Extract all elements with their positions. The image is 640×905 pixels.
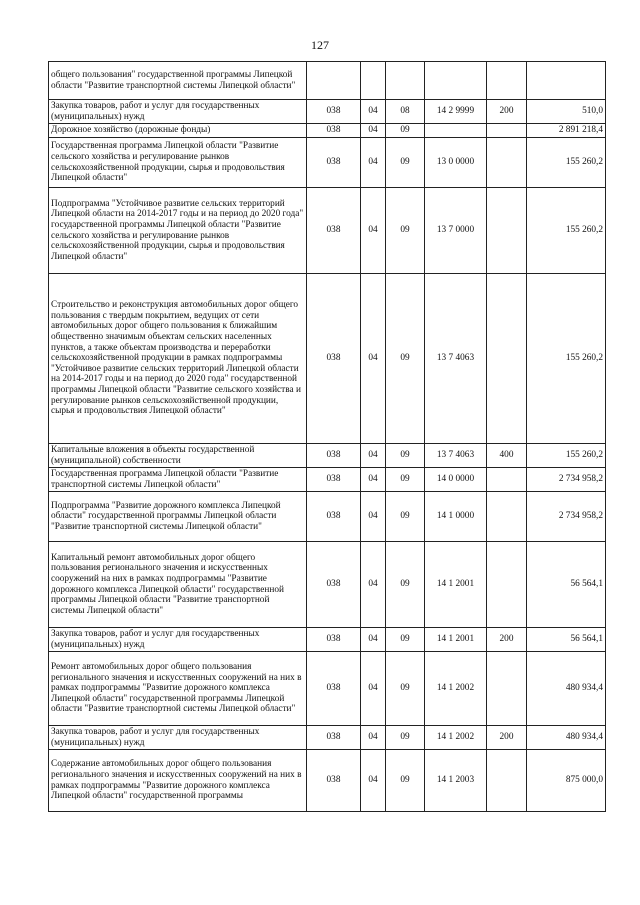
table-row <box>49 62 606 100</box>
expense-type-code <box>487 542 527 628</box>
subsection-code: 09 <box>386 124 425 138</box>
page-number: 127 <box>311 38 329 52</box>
table-row <box>49 124 606 138</box>
row-description: Строительство и реконструкция автомобильных дорог общего пользования с твердым покрытием, ведущих от сети автомобильных дорог общего пользования к ближайшим общественно значимым объектам сельских населенных пунктов, а также объектам производства и переработки сельскохозяйственной продукции в рамках подпрограммы "Устойчивое развитие сельских территорий Липецкой области на 2014-2017 годы и на период до 2020 года" государственной программы Липецкой области "Развитие сельского хозяйства и регулирование рынков сельскохозяйственной продукции, сырья и продовольствия Липецкой области" <box>49 274 307 444</box>
amount-value: 155 260,2 <box>527 274 606 444</box>
ministry-code: 038 <box>307 628 361 652</box>
table-row <box>49 652 606 726</box>
subsection-code: 09 <box>386 652 425 726</box>
section-code: 04 <box>361 468 386 492</box>
amount-value: 2 734 958,2 <box>527 492 606 542</box>
subsection-code: 09 <box>386 468 425 492</box>
table-row <box>49 750 606 812</box>
amount-value: 480 934,4 <box>527 652 606 726</box>
subsection-code: 09 <box>386 726 425 750</box>
target-article-code <box>425 124 487 138</box>
target-article-code: 13 0 0000 <box>425 138 487 188</box>
section-code: 04 <box>361 100 386 124</box>
row-description: Государственная программа Липецкой области "Развитие транспортной системы Липецкой области" <box>49 468 307 492</box>
target-article-code: 13 7 4063 <box>425 274 487 444</box>
row-description: Ремонт автомобильных дорог общего пользования регионального значения и искусственных сооружений на них в рамках подпрограммы "Развитие дорожного комплекса Липецкой области" государственной программы Липецкой области "Развитие транспортной системы Липецкой области" <box>49 652 307 726</box>
expense-type-code <box>487 274 527 444</box>
row-description: Капитальный ремонт автомобильных дорог общего пользования регионального значения и искусственных сооружений на них в рамках подпрограммы "Развитие дорожного комплекса Липецкой области" государственной программы Липецкой области "Развитие транспортной системы Липецкой области" <box>49 542 307 628</box>
subsection-code: 09 <box>386 138 425 188</box>
target-article-code: 14 2 9999 <box>425 100 487 124</box>
ministry-code: 038 <box>307 138 361 188</box>
row-description: Подпрограмма "Развитие дорожного комплекса Липецкой области" государственной программы Липецкой области "Развитие транспортной системы Липецкой области" <box>49 492 307 542</box>
subsection-code <box>386 62 425 100</box>
ministry-code: 038 <box>307 444 361 468</box>
expense-type-code <box>487 188 527 274</box>
ministry-code: 038 <box>307 652 361 726</box>
ministry-code: 038 <box>307 726 361 750</box>
table-row <box>49 542 606 628</box>
target-article-code: 14 0 0000 <box>425 468 487 492</box>
expense-type-code <box>487 124 527 138</box>
section-code <box>361 62 386 100</box>
section-code: 04 <box>361 274 386 444</box>
row-description: Капитальные вложения в объекты государственной (муниципальной) собственности <box>49 444 307 468</box>
row-description: Закупка товаров, работ и услуг для государственных (муниципальных) нужд <box>49 628 307 652</box>
subsection-code: 09 <box>386 750 425 812</box>
expense-type-code: 200 <box>487 100 527 124</box>
subsection-code: 09 <box>386 188 425 274</box>
row-description: Содержание автомобильных дорог общего пользования регионального значения и искусственных сооружений на них в рамках подпрограммы "Развитие дорожного комплекса Липецкой области" государственной программы <box>49 750 307 812</box>
row-description: Закупка товаров, работ и услуг для государственных (муниципальных) нужд <box>49 726 307 750</box>
table-row <box>49 492 606 542</box>
expense-type-code <box>487 750 527 812</box>
row-description: Закупка товаров, работ и услуг для государственных (муниципальных) нужд <box>49 100 307 124</box>
expense-type-code <box>487 468 527 492</box>
section-code: 04 <box>361 444 386 468</box>
row-description: Государственная программа Липецкой области "Развитие сельского хозяйства и регулирование рынков сельскохозяйственной продукции, сырья и продовольствия Липецкой области" <box>49 138 307 188</box>
target-article-code: 14 1 0000 <box>425 492 487 542</box>
amount-value: 2 891 218,4 <box>527 124 606 138</box>
table-row <box>49 444 606 468</box>
section-code: 04 <box>361 138 386 188</box>
table-row <box>49 726 606 750</box>
expense-type-code: 200 <box>487 628 527 652</box>
expense-type-code <box>487 492 527 542</box>
amount-value: 510,0 <box>527 100 606 124</box>
ministry-code: 038 <box>307 492 361 542</box>
amount-value: 155 260,2 <box>527 444 606 468</box>
target-article-code: 14 1 2001 <box>425 542 487 628</box>
table-row <box>49 468 606 492</box>
row-description: Дорожное хозяйство (дорожные фонды) <box>49 124 307 138</box>
ministry-code: 038 <box>307 188 361 274</box>
section-code: 04 <box>361 124 386 138</box>
section-code: 04 <box>361 542 386 628</box>
budget-table <box>48 61 606 812</box>
row-description: общего пользования" государственной программы Липецкой области "Развитие транспортной системы Липецкой области" <box>49 62 307 100</box>
ministry-code: 038 <box>307 468 361 492</box>
amount-value: 56 564,1 <box>527 628 606 652</box>
subsection-code: 09 <box>386 628 425 652</box>
section-code: 04 <box>361 492 386 542</box>
ministry-code: 038 <box>307 274 361 444</box>
table-row <box>49 100 606 124</box>
target-article-code: 13 7 4063 <box>425 444 487 468</box>
subsection-code: 09 <box>386 444 425 468</box>
amount-value: 155 260,2 <box>527 188 606 274</box>
amount-value: 2 734 958,2 <box>527 468 606 492</box>
subsection-code: 09 <box>386 542 425 628</box>
target-article-code: 14 1 2003 <box>425 750 487 812</box>
amount-value <box>527 62 606 100</box>
target-article-code: 14 1 2002 <box>425 726 487 750</box>
target-article-code: 13 7 0000 <box>425 188 487 274</box>
amount-value: 155 260,2 <box>527 138 606 188</box>
table-row <box>49 188 606 274</box>
expense-type-code <box>487 652 527 726</box>
amount-value: 56 564,1 <box>527 542 606 628</box>
expense-type-code: 200 <box>487 726 527 750</box>
section-code: 04 <box>361 726 386 750</box>
target-article-code: 14 1 2001 <box>425 628 487 652</box>
ministry-code: 038 <box>307 750 361 812</box>
section-code: 04 <box>361 652 386 726</box>
expense-type-code: 400 <box>487 444 527 468</box>
section-code: 04 <box>361 750 386 812</box>
ministry-code: 038 <box>307 124 361 138</box>
amount-value: 480 934,4 <box>527 726 606 750</box>
expense-type-code <box>487 138 527 188</box>
row-description: Подпрограмма "Устойчивое развитие сельских территорий Липецкой области на 2014-2017 годы и на период до 2020 года" государственной программы Липецкой области "Развитие сельского хозяйства и регулирование рынков сельскохозяйственной продукции, сырья и продовольствия Липецкой области" <box>49 188 307 274</box>
target-article-code <box>425 62 487 100</box>
section-code: 04 <box>361 628 386 652</box>
amount-value: 875 000,0 <box>527 750 606 812</box>
table-row <box>49 138 606 188</box>
ministry-code: 038 <box>307 100 361 124</box>
ministry-code <box>307 62 361 100</box>
subsection-code: 09 <box>386 492 425 542</box>
table-row <box>49 274 606 444</box>
ministry-code: 038 <box>307 542 361 628</box>
table-row <box>49 628 606 652</box>
budget-table-body <box>49 62 606 812</box>
expense-type-code <box>487 62 527 100</box>
section-code: 04 <box>361 188 386 274</box>
subsection-code: 08 <box>386 100 425 124</box>
target-article-code: 14 1 2002 <box>425 652 487 726</box>
subsection-code: 09 <box>386 274 425 444</box>
